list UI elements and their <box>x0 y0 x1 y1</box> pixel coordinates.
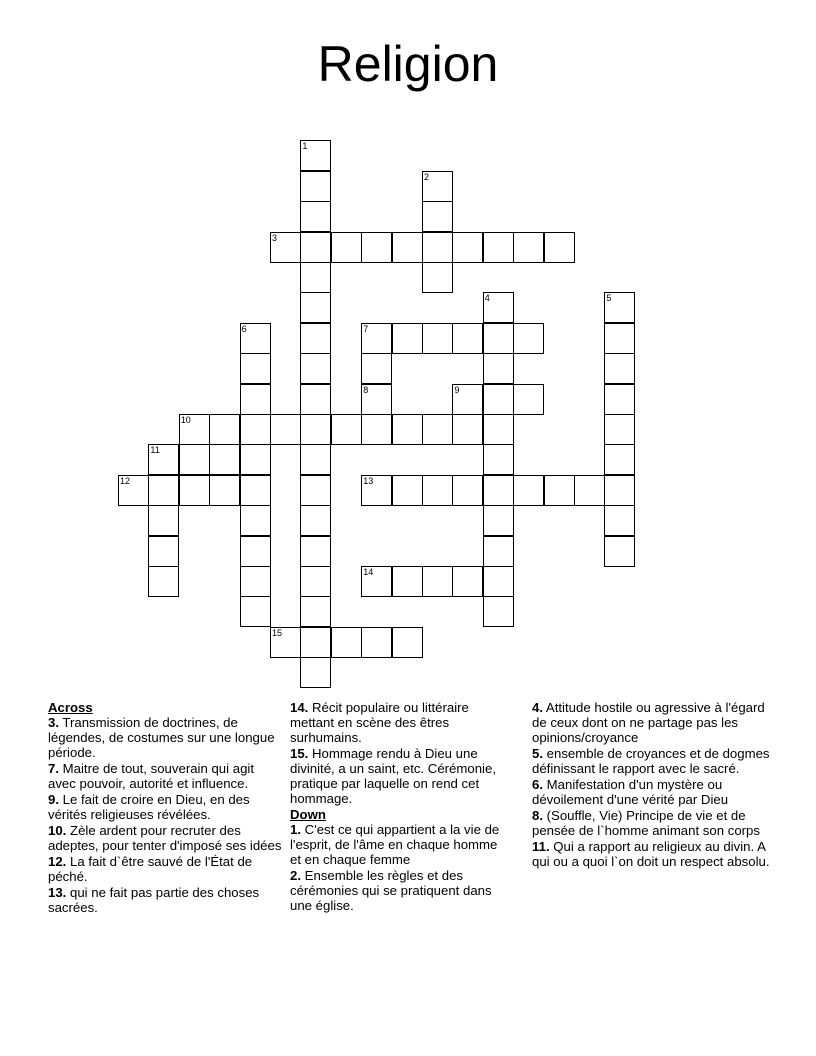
grid-cell[interactable] <box>513 384 544 415</box>
grid-cell[interactable] <box>513 232 544 263</box>
grid-cell[interactable] <box>392 414 423 445</box>
clue-text: Zèle ardent pour recruter des adeptes, pour tenter d'imposé ses idées <box>48 823 282 853</box>
grid-cell[interactable] <box>392 475 423 506</box>
grid-cell[interactable] <box>240 566 271 597</box>
grid-cell[interactable] <box>209 475 240 506</box>
clues-column-3 <box>532 700 772 870</box>
grid-cell[interactable] <box>209 414 240 445</box>
cell-number: 5 <box>606 293 612 304</box>
down-heading: Down <box>290 807 326 822</box>
grid-cell[interactable] <box>392 232 423 263</box>
grid-cell[interactable] <box>148 505 179 536</box>
grid-cell[interactable] <box>361 627 392 658</box>
grid-cell[interactable] <box>392 323 423 354</box>
grid-cell[interactable] <box>513 323 544 354</box>
grid-cell[interactable] <box>300 657 331 688</box>
grid-cell[interactable] <box>361 353 392 384</box>
grid-cell[interactable] <box>300 566 331 597</box>
grid-cell[interactable] <box>604 414 635 445</box>
grid-cell[interactable] <box>240 353 271 384</box>
page-title: Religion <box>317 36 499 92</box>
clue-item <box>532 777 772 807</box>
clue-text: C'est ce qui appartient a la vie de l'esprit, de l'âme en chaque homme et en chaque femme <box>290 822 500 867</box>
clue-number: 13. <box>48 885 67 900</box>
cell-number: 15 <box>272 627 283 638</box>
grid-cell[interactable] <box>331 627 362 658</box>
grid-cell[interactable] <box>240 444 271 475</box>
grid-cell[interactable] <box>574 475 605 506</box>
clue-item <box>48 885 284 915</box>
clue-number: 7. <box>48 761 59 776</box>
across-clue-list <box>48 715 284 915</box>
grid-cell[interactable] <box>300 384 331 415</box>
clue-number: 10. <box>48 823 67 838</box>
cell-number: 1 <box>302 141 308 152</box>
grid-cell[interactable] <box>270 414 301 445</box>
cell-number: 12 <box>120 475 131 486</box>
grid-cell[interactable] <box>604 505 635 536</box>
clue-number: 9. <box>48 792 59 807</box>
grid-cell[interactable] <box>452 323 483 354</box>
cell-number: 10 <box>180 415 191 425</box>
grid-cell[interactable] <box>483 444 514 475</box>
grid-cell[interactable] <box>452 475 483 506</box>
grid-cell[interactable] <box>240 475 271 506</box>
clue-text: Le fait de croire en Dieu, en des vérités religieuses révélées. <box>48 792 250 822</box>
grid-cell[interactable] <box>422 475 453 506</box>
clue-item <box>532 746 772 776</box>
cell-number: 7 <box>363 323 369 334</box>
grid-cell[interactable] <box>179 475 210 506</box>
grid-cell[interactable] <box>422 201 453 232</box>
grid-cell[interactable] <box>422 262 453 293</box>
clue-number: 2. <box>290 868 301 883</box>
grid-cell[interactable] <box>300 596 331 627</box>
grid-cell[interactable] <box>483 536 514 567</box>
clue-text: Hommage rendu à Dieu une divinité, a un saint, etc. Cérémonie, pratique par laquelle on rend cet hommage. <box>290 746 496 806</box>
grid-cell[interactable] <box>240 505 271 536</box>
grid-cell[interactable] <box>422 323 453 354</box>
grid-cell[interactable] <box>544 232 575 263</box>
grid-cell[interactable] <box>300 505 331 536</box>
grid-cell[interactable] <box>422 566 453 597</box>
grid-cell[interactable] <box>300 323 331 354</box>
clue-item <box>532 839 772 869</box>
clue-item <box>48 715 284 760</box>
grid-cell[interactable] <box>483 505 514 536</box>
grid-cell[interactable] <box>422 414 453 445</box>
grid-cell[interactable] <box>300 444 331 475</box>
across-heading: Across <box>48 700 93 715</box>
grid-cell[interactable] <box>483 475 514 506</box>
grid-cell[interactable] <box>240 536 271 567</box>
clue-number: 3. <box>48 715 59 730</box>
across-clue-list-continued <box>290 700 512 806</box>
clue-number: 14. <box>290 700 309 715</box>
cell-number: 9 <box>454 384 460 395</box>
grid-cell[interactable] <box>604 323 635 354</box>
clues-column-1 <box>48 700 284 916</box>
clue-item <box>48 792 284 822</box>
cell-number: 6 <box>241 323 247 334</box>
clue-text: Maitre de tout, souverain qui agit avec pouvoir, autorité et influence. <box>48 761 254 791</box>
grid-cell[interactable] <box>300 201 331 232</box>
clue-text: Qui a rapport au religieux au divin. A qui ou a quoi l`on doit un respect absolu. <box>532 839 770 869</box>
clue-number: 6. <box>532 777 543 792</box>
clue-item <box>290 700 512 745</box>
grid-cell[interactable] <box>483 596 514 627</box>
grid-cell[interactable] <box>483 384 514 415</box>
grid-cell[interactable] <box>300 292 331 323</box>
grid-cell[interactable] <box>513 475 544 506</box>
grid-cell[interactable] <box>240 384 271 415</box>
grid-cell[interactable] <box>300 414 331 445</box>
grid-cell[interactable] <box>300 171 331 202</box>
grid-cell[interactable] <box>300 353 331 384</box>
grid-cell[interactable] <box>300 475 331 506</box>
grid-cell[interactable] <box>604 384 635 415</box>
clue-number: 4. <box>532 700 543 715</box>
grid-cell[interactable] <box>300 262 331 293</box>
grid-cell[interactable] <box>331 232 362 263</box>
clue-item <box>532 700 772 745</box>
clue-text: La fait d`être sauvé de l'État de péché. <box>48 854 253 884</box>
clue-item <box>290 822 512 867</box>
cell-number: 3 <box>272 232 278 243</box>
clue-text: qui ne fait pas partie des choses sacrées. <box>48 885 260 915</box>
clue-text: ensemble de croyances et de dogmes définissant le rapport avec le sacré. <box>532 746 770 776</box>
clue-number: 11. <box>532 839 550 854</box>
grid-cell[interactable] <box>483 414 514 445</box>
grid-cell[interactable] <box>604 444 635 475</box>
cell-number: 8 <box>363 384 369 395</box>
grid-cell[interactable] <box>604 353 635 384</box>
clue-number: 8. <box>532 808 543 823</box>
cell-number: 13 <box>363 475 374 486</box>
grid-cell[interactable] <box>331 414 362 445</box>
clue-number: 1. <box>290 822 301 837</box>
clue-text: Récit populaire ou littéraire mettant en scène des êtres surhumains. <box>290 700 469 745</box>
grid-cell[interactable] <box>179 444 210 475</box>
clue-number: 12. <box>48 854 67 869</box>
grid-cell[interactable] <box>483 566 514 597</box>
grid-cell[interactable] <box>483 353 514 384</box>
clue-item <box>290 868 512 913</box>
down-clue-list <box>290 822 512 913</box>
grid-cell[interactable] <box>483 323 514 354</box>
clue-text: Ensemble les règles et des cérémonies qui se pratiquent dans une église. <box>290 868 492 913</box>
grid-cell[interactable] <box>452 414 483 445</box>
grid-cell[interactable] <box>361 414 392 445</box>
grid-cell[interactable] <box>209 444 240 475</box>
grid-cell[interactable] <box>361 232 392 263</box>
grid-cell[interactable] <box>300 536 331 567</box>
clues-column-2 <box>290 700 512 914</box>
grid-cell[interactable] <box>148 536 179 567</box>
grid-cell[interactable] <box>300 627 331 658</box>
cell-number: 14 <box>363 567 374 577</box>
grid-cell[interactable] <box>300 232 331 263</box>
grid-cell[interactable] <box>483 232 514 263</box>
cell-number: 11 <box>150 445 160 456</box>
grid-cell[interactable] <box>604 536 635 567</box>
grid-cell[interactable] <box>452 232 483 263</box>
grid-cell[interactable] <box>148 475 179 506</box>
clue-text: Attitude hostile ou agressive à l'égard de ceux dont on ne partage pas les opinions/croyance <box>532 700 765 745</box>
grid-cell[interactable] <box>240 414 271 445</box>
grid-cell[interactable] <box>240 596 271 627</box>
clue-text: Manifestation d'un mystère ou dévoilement d'une vérité par Dieu <box>532 777 729 807</box>
clue-item <box>48 761 284 791</box>
grid-cell[interactable] <box>544 475 575 506</box>
clue-text: (Souffle, Vie) Principe de vie et de pensée de l`homme animant son corps <box>532 808 760 838</box>
clue-item <box>290 746 512 806</box>
grid-cell[interactable] <box>392 566 423 597</box>
clue-text: Transmission de doctrines, de légendes, de costumes sur une longue période. <box>48 715 275 760</box>
cell-number: 4 <box>484 293 490 304</box>
clue-item <box>48 823 284 853</box>
clue-number: 5. <box>532 746 543 761</box>
grid-cell[interactable] <box>392 627 423 658</box>
grid-cell[interactable] <box>148 566 179 597</box>
clue-item <box>532 808 772 838</box>
grid-cell[interactable] <box>422 232 453 263</box>
clue-item <box>48 854 284 884</box>
grid-cell[interactable] <box>604 475 635 506</box>
clue-number: 15. <box>290 746 309 761</box>
cell-number: 2 <box>424 171 430 182</box>
grid-cell[interactable] <box>452 566 483 597</box>
down-clue-list-continued <box>532 700 772 869</box>
